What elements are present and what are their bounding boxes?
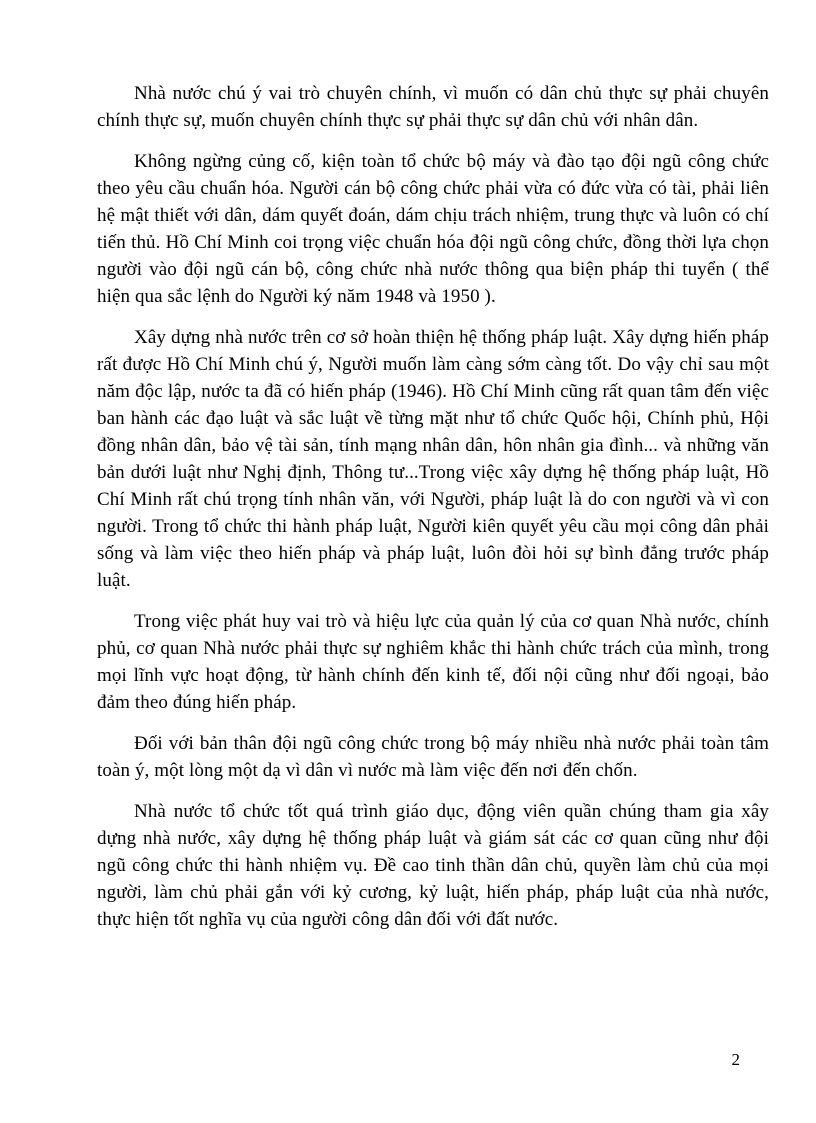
paragraph-6: Nhà nước tổ chức tốt quá trình giáo dục, động viên quần chúng tham gia xây dựng nhà nước, xây dựng hệ thống pháp luật và giám sát các cơ quan cũng như đội ngũ công chức thi hành nhiệm vụ. Đề cao tinh thần dân chủ, quyền làm chủ của mọi người, làm chủ phải gắn với kỷ cương, kỷ luật, hiến pháp, pháp luật của nhà nước, thực hiện tốt nghĩa vụ của người công dân đối với đất nước. [97,801,769,930]
document-body [97,80,769,947]
paragraph-3: Xây dựng nhà nước trên cơ sở hoàn thiện hệ thống pháp luật. Xây dựng hiến pháp rất được Hồ Chí Minh chú ý, Người muốn làm càng sớm càng tốt. Do vậy chỉ sau một năm độc lập, nước ta đã có hiến pháp (1946). Hồ Chí Minh cũng rất quan tâm đến việc ban hành các đạo luật và sắc luật về từng mặt như tổ chức Quốc hội, Chính phủ, Hội đồng nhân dân, bảo vệ tài sản, tính mạng nhân dân, hôn nhân gia đình... và những văn bản dưới luật như Nghị định, Thông tư...Trong việc xây dựng hệ thống pháp luật, Hồ Chí Minh rất chú trọng tính nhân văn, với Người, pháp luật là do con người và vì con người. Trong tổ chức thi hành pháp luật, Người kiên quyết yêu cầu mọi công dân phải sống và làm việc theo hiến pháp và pháp luật, luôn đòi hỏi sự bình đẳng trước pháp luật. [97,327,769,591]
paragraph-2: Không ngừng củng cố, kiện toàn tổ chức bộ máy và đào tạo đội ngũ công chức theo yêu cầu chuẩn hóa. Người cán bộ công chức phải vừa có đức vừa có tài, phải liên hệ mật thiết với dân, dám quyết đoán, dám chịu trách nhiệm, trung thực và luôn có chí tiến thủ. Hồ Chí Minh coi trọng việc chuẩn hóa đội ngũ công chức, đồng thời lựa chọn người vào đội ngũ cán bộ, công chức nhà nước thông qua biện pháp thi tuyển ( thể hiện qua sắc lệnh do Người ký năm 1948 và 1950 ). [97,151,769,307]
paragraph-5: Đối với bản thân đội ngũ công chức trong bộ máy nhiều nhà nước phải toàn tâm toàn ý, một lòng một dạ vì dân vì nước mà làm việc đến nơi đến chốn. [97,733,769,781]
page-number: 2 [731,1050,740,1069]
paragraph-1: Nhà nước chú ý vai trò chuyên chính, vì muốn có dân chủ thực sự phải chuyên chính thực sự, muốn chuyên chính thực sự phải thực sự dân chủ với nhân dân. [97,83,769,131]
paragraph-4: Trong việc phát huy vai trò và hiệu lực của quản lý của cơ quan Nhà nước, chính phủ, cơ quan Nhà nước phải thực sự nghiêm khắc thi hành chức trách của mình, trong mọi lĩnh vực hoạt động, từ hành chính đến kinh tế, đối nội cũng như đối ngoại, bảo đảm theo đúng hiến pháp. [97,611,769,713]
